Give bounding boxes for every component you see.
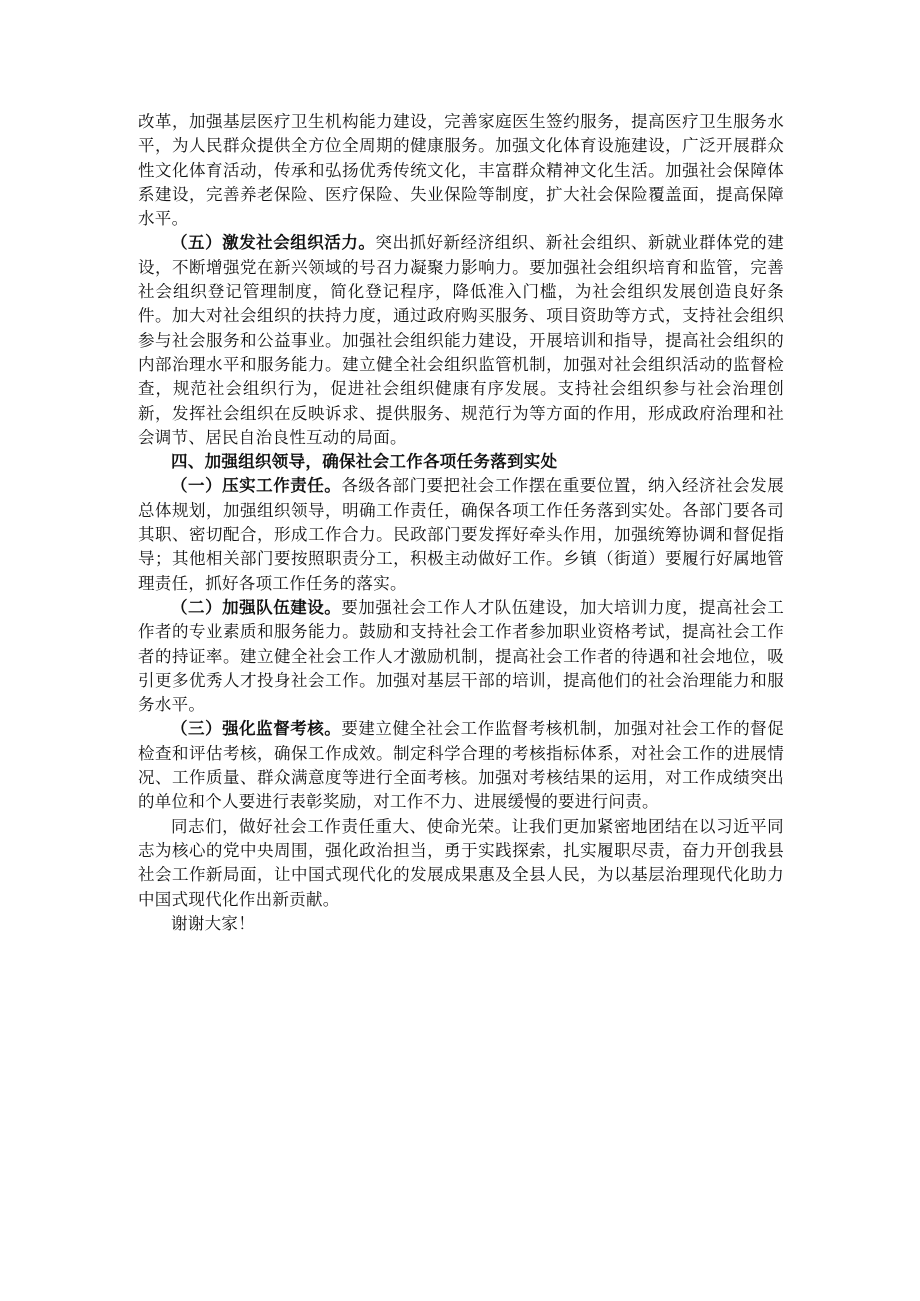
section-4-3-lead: （三）强化监督考核。	[171, 719, 342, 739]
section-4-1-body: 各级各部门要把社会工作摆在重要位置，纳入经济社会发展总体规划，加强组织领导，明确工作责任，确保各项工作任务落到实处。各部门要各司其职、密切配合，形成工作合力。民政部门要发挥好牵头作用，加强统筹协调和督促指导；其他相关部门要按照职责分工，积极主动做好工作。乡镇（街道）要履行好属地管理责任，抓好各项工作任务的落实。	[138, 476, 784, 593]
paragraph-section-4-2	[138, 596, 784, 717]
paragraph-section-4-1	[138, 474, 784, 595]
paragraph-section-4-3	[138, 717, 784, 814]
paragraph-section-5	[138, 231, 784, 450]
section-4-2-body: 要加强社会工作人才队伍建设，加大培训力度，提高社会工作者的专业素质和服务能力。鼓励和支持社会工作者参加职业资格考试，提高社会工作者的持证率。建立健全社会工作人才激励机制，提高社会工作者的待遇和社会地位，吸引更多优秀人才投身社会工作。加强对基层干部的培训，提高他们的社会治理能力和服务水平。	[138, 597, 784, 715]
paragraph-continuation: 改革，加强基层医疗卫生机构能力建设，完善家庭医生签约服务，提高医疗卫生服务水平，为人民群众提供全方位全周期的健康服务。加强文化体育设施建设，广泛开展群众性文化体育活动，传承和弘扬优秀传统文化，丰富群众精神文化生活。加强社会保障体系建设，完善养老保险、医疗保险、失业保险等制度，扩大社会保险覆盖面，提高保障水平。	[138, 112, 784, 229]
paragraph-closing: 同志们，做好社会工作责任重大、使命光荣。让我们更加紧密地团结在以习近平同志为核心的党中央周围，强化政治担当，勇于实践探索，扎实履职尽责，奋力开创我县社会工作新局面，让中国式现代化的发展成果惠及全县人民，为以基层治理现代化助力中国式现代化作出新贡献。	[138, 816, 784, 909]
paragraph-thanks: 谢谢大家！	[171, 913, 255, 933]
document-page	[138, 110, 784, 936]
section-5-lead: （五）激发社会组织活力。	[171, 233, 376, 253]
section-4-3-body: 要建立健全社会工作监督考核机制，加强对社会工作的督促检查和评估考核，确保工作成效。制定科学合理的考核指标体系，对社会工作的进展情况、工作质量、群众满意度等进行全面考核。加强对考核结果的运用，对工作成绩突出的单位和个人要进行表彰奖励，对工作不力、进展缓慢的要进行问责。	[138, 719, 784, 812]
section-4-2-lead: （二）加强队伍建设。	[171, 597, 342, 617]
heading-section-4: 四、加强组织领导，确保社会工作各项任务落到实处	[171, 452, 558, 472]
section-5-body: 突出抓好新经济组织、新社会组织、新就业群体党的建设，不断增强党在新兴领域的号召力凝聚力影响力。要加强社会组织培育和监管，完善社会组织登记管理制度，简化登记程序，降低准入门槛，为社会组织发展创造良好条件。加大对社会组织的扶持力度，通过政府购买服务、项目资助等方式，支持社会组织参与社会服务和公益事业。加强社会组织能力建设，开展培训和指导，提高社会组织的内部治理水平和服务能力。建立健全社会组织监管机制，加强对社会组织活动的监督检查，规范社会组织行为，促进社会组织健康有序发展。支持社会组织参与社会治理创新，发挥社会组织在反映诉求、提供服务、规范行为等方面的作用，形成政府治理和社会调节、居民自治良性互动的局面。	[138, 233, 785, 447]
section-4-1-lead: （一）压实工作责任。	[171, 476, 342, 496]
